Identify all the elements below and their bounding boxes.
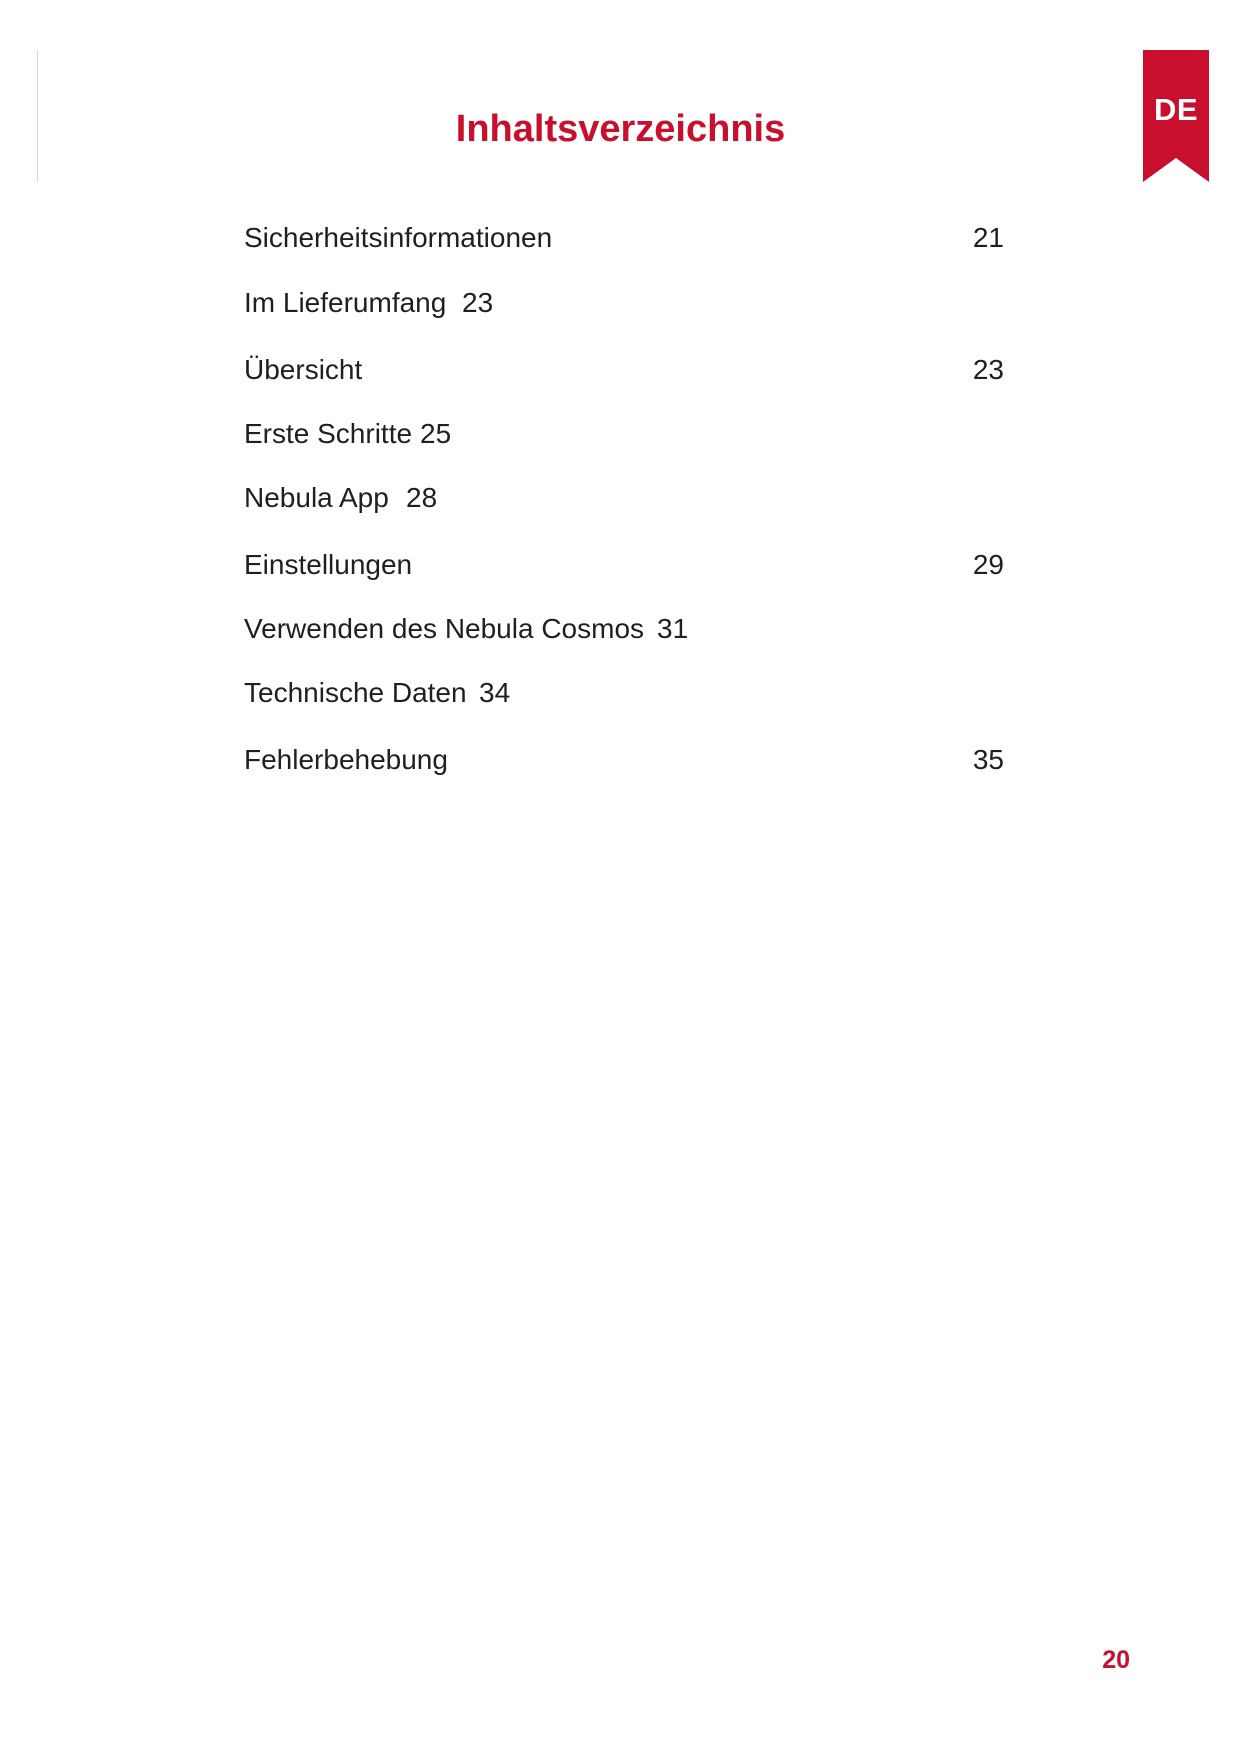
toc-item-title: Verwenden des Nebula Cosmos	[244, 613, 645, 644]
toc-item-page: 25	[420, 418, 452, 449]
toc-item-title: Im Lieferumfang	[244, 287, 447, 318]
toc-item-nebula-app[interactable]	[244, 478, 1004, 518]
toc-item-technische-daten[interactable]	[244, 673, 1004, 713]
toc-item-page: 23	[972, 354, 1004, 385]
toc-item-fehlerbehebung[interactable]	[244, 740, 1004, 780]
page-title: Inhaltsverzeichnis	[455, 108, 786, 150]
toc-item-page: 28	[406, 482, 438, 513]
toc-item-verwenden-des-nebula-cosmos[interactable]	[244, 609, 1004, 649]
toc-item-uebersicht[interactable]	[244, 350, 1004, 390]
toc-item-page: 29	[972, 549, 1004, 580]
toc-item-einstellungen[interactable]	[244, 545, 1004, 585]
toc-item-erste-schritte[interactable]	[244, 414, 1004, 454]
toc-item-title: Übersicht	[244, 354, 363, 385]
toc-item-page: 21	[972, 222, 1004, 253]
toc-item-sicherheitsinformationen[interactable]	[244, 218, 1004, 258]
toc-item-title: Sicherheitsinformationen	[244, 222, 553, 253]
toc-item-page: 31	[657, 613, 689, 644]
toc-item-title: Nebula App	[244, 482, 389, 513]
toc-item-im-lieferumfang[interactable]	[244, 283, 1004, 323]
toc-item-page: 35	[972, 744, 1004, 775]
toc-item-title: Einstellungen	[244, 549, 413, 580]
page-number: 20	[1102, 1646, 1130, 1674]
toc-item-title: Fehlerbehebung	[244, 744, 448, 775]
toc-item-page: 34	[479, 677, 511, 708]
toc-item-title: Technische Daten	[244, 677, 467, 708]
toc-item-page: 23	[462, 287, 494, 318]
language-tab-label: DE	[1153, 92, 1199, 127]
toc-item-title: Erste Schritte	[244, 418, 413, 449]
